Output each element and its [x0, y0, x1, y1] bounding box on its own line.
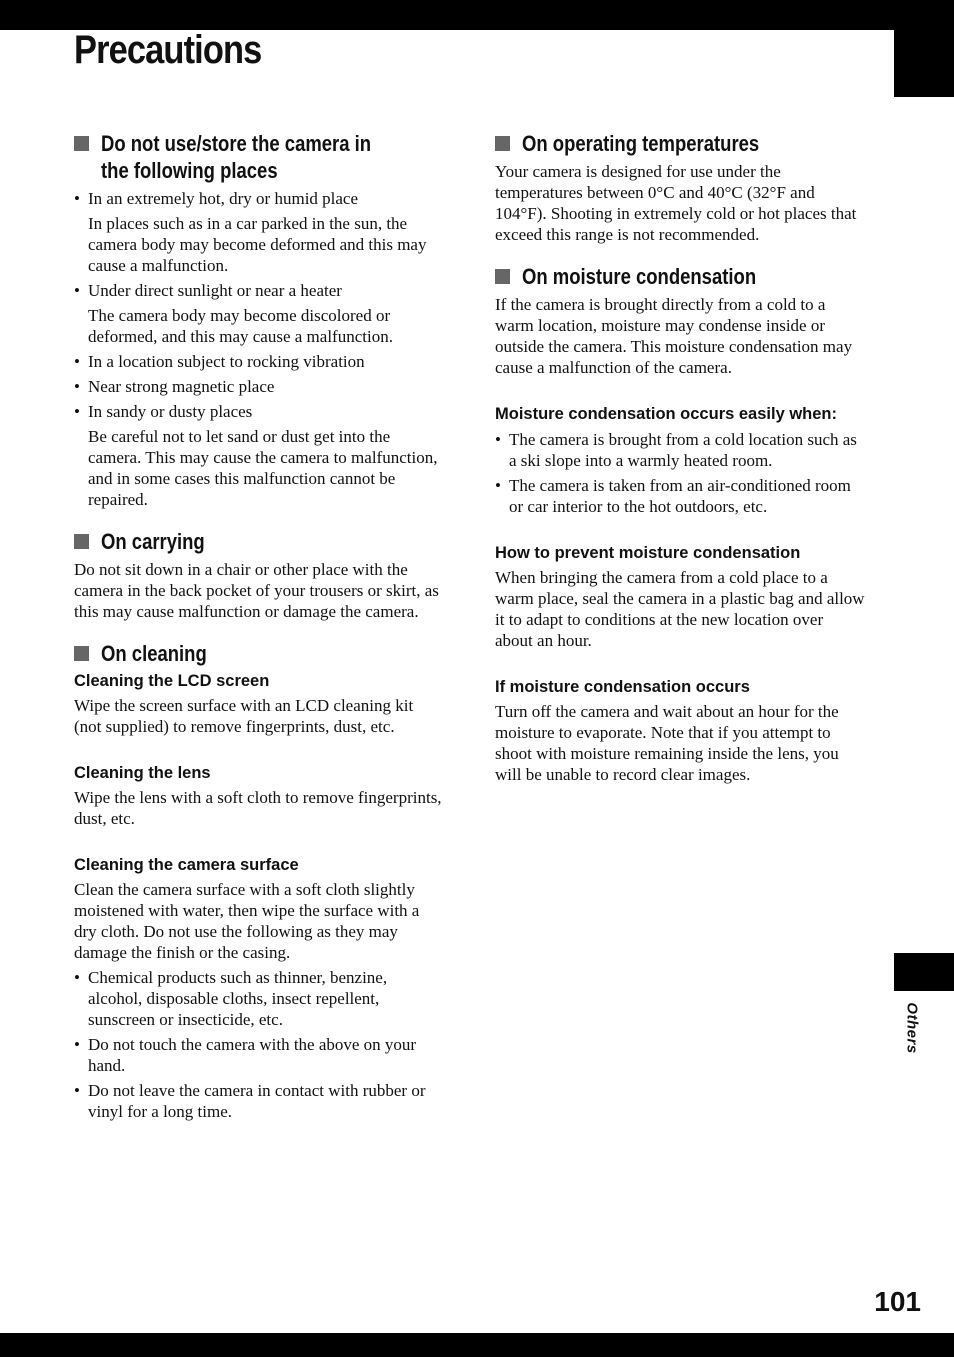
page-title: Precautions: [74, 28, 262, 72]
section-heading: On cleaning: [74, 640, 444, 667]
paragraph: If the camera is brought directly from a cold to a warm location, moisture may condense inside or outside the camera. This moisture condensation may cause a malfunction of the camera.: [495, 295, 853, 377]
subheading: If moisture condensation occurs: [495, 678, 750, 696]
list-item: • The camera is brought from a cold location such as a ski slope into a warmly heated room.: [495, 429, 865, 471]
section-operating-temperatures: [495, 130, 865, 245]
right-column: [495, 130, 865, 803]
paragraph: Turn off the camera and wait about an hour for the moisture to evaporate. Note that if you attempt to shoot with moisture remaining inside the lens, you will be unable to record clear images.: [495, 702, 839, 784]
list-item: • Do not leave the camera in contact with rubber or vinyl for a long time.: [74, 1080, 444, 1122]
left-column: [74, 130, 444, 1140]
section-heading: On moisture condensation: [495, 263, 865, 290]
subheading: Cleaning the LCD screen: [74, 672, 270, 690]
square-bullet-icon: [495, 136, 510, 151]
section-moisture-condensation: [495, 263, 865, 785]
section-heading: On operating temperatures: [495, 130, 865, 157]
top-corner-tab: [894, 30, 954, 97]
condensation-cases-list: [495, 429, 865, 517]
subheading: How to prevent moisture condensation: [495, 544, 801, 562]
list-item: • Chemical products such as thinner, benzine, alcohol, disposable cloths, insect repellent, sunscreen or insecticide, etc.: [74, 967, 444, 1030]
list-item: • In sandy or dusty places Be careful not to let sand or dust get into the camera. This may cause the camera to malfunction, and in some cases this malfunction cannot be repaired.: [74, 401, 444, 510]
paragraph: Wipe the screen surface with an LCD cleaning kit (not supplied) to remove fingerprints, dust, etc.: [74, 696, 414, 736]
list-item: • In a location subject to rocking vibration: [74, 351, 444, 372]
subheading: Cleaning the camera surface: [74, 856, 299, 874]
paragraph: Clean the camera surface with a soft cloth slightly moistened with water, then wipe the surface with a dry cloth. Do not use the following as they may damage the finish or the casing.: [74, 880, 420, 962]
places-list: [74, 188, 444, 510]
list-item: • Do not touch the camera with the above on your hand.: [74, 1034, 444, 1076]
section-heading: On carrying: [74, 528, 444, 555]
top-black-bar: [0, 0, 954, 30]
section-storage-places: [74, 130, 444, 510]
cleaning-caution-list: [74, 967, 444, 1122]
subheading: Moisture condensation occurs easily when:: [495, 405, 837, 423]
bottom-black-bar: [0, 1333, 954, 1357]
list-item: • Near strong magnetic place: [74, 376, 444, 397]
paragraph: Wipe the lens with a soft cloth to remove fingerprints, dust, etc.: [74, 788, 442, 828]
section-carrying: [74, 528, 444, 622]
section-index-tab: [894, 953, 954, 991]
paragraph: When bringing the camera from a cold place to a warm place, seal the camera in a plastic bag and allow it to adapt to conditions at the new location over about an hour.: [495, 568, 865, 650]
square-bullet-icon: [74, 534, 89, 549]
paragraph: Your camera is designed for use under the temperatures between 0°C and 40°C (32°F and 104°F). Shooting in extremely cold or hot places that exceed this range is not recommended.: [495, 162, 857, 244]
section-heading: Do not use/store the camera in the following places: [74, 130, 444, 184]
section-tab-label: Others: [903, 1002, 921, 1054]
square-bullet-icon: [74, 646, 89, 661]
subheading: Cleaning the lens: [74, 764, 211, 782]
square-bullet-icon: [74, 136, 89, 151]
square-bullet-icon: [495, 269, 510, 284]
page-number: 101: [874, 1286, 921, 1317]
list-item: • In an extremely hot, dry or humid place In places such as in a car parked in the sun, the camera body may become deformed and this may cause a malfunction.: [74, 188, 444, 276]
list-item: • The camera is taken from an air-conditioned room or car interior to the hot outdoors, etc.: [495, 475, 865, 517]
list-item: • Under direct sunlight or near a heater The camera body may become discolored or deformed, and this may cause a malfunction.: [74, 280, 444, 347]
section-cleaning: [74, 640, 444, 1122]
paragraph: Do not sit down in a chair or other place with the camera in the back pocket of your trousers or skirt, as this may cause malfunction or damage the camera.: [74, 560, 439, 621]
